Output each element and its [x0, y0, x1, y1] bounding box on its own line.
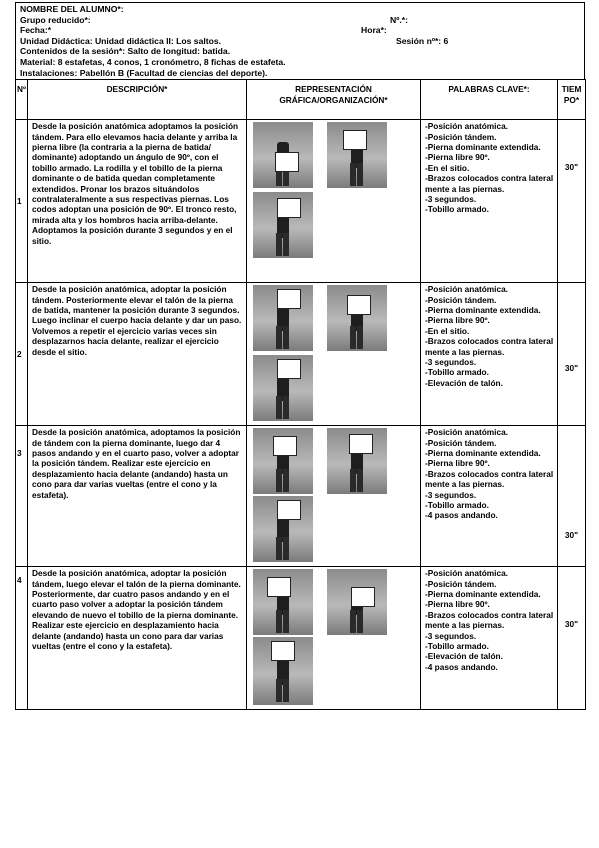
exercise-photo	[253, 355, 313, 421]
exercise-photo	[253, 569, 313, 635]
exercise-photo	[327, 122, 387, 188]
row-number: 1	[16, 120, 28, 283]
row-keywords: -Posición anatómica. -Posición tándem. -Pierna dominante extendida. -Pierna libre 90º. -Brazos colocados contra lateral mente a las piernas. -3 segundos. -Tobillo armado. -Elevación de talón. -4 pasos andando.	[421, 567, 558, 710]
row-keywords: -Posición anatómica. -Posición tándem. -Pierna dominante extendida. -Pierna libre 90º. -En el sitio. -Brazos colocados contra lateral mente a las piernas. -3 segundos. -Tobillo armado.	[421, 120, 558, 283]
row-description: Desde la posición anatómica, adoptar la posición tándem, luego elevar el talón de la pierna dominante. Posteriormente, dar cuatro pasos andando y en el cuarto paso volver a adoptar la posición tándem elevando de nuevo el tobillo de la pierna dominante. Realizar este ejercicio en desplazamiento hacia delante (andando) hasta un cono para dar varias vueltas (entre el cono y la estafeta).	[28, 567, 247, 710]
exercise-photo	[253, 428, 313, 494]
table-header-row	[16, 80, 586, 120]
session-number-label: Sesión nº*: 6	[396, 35, 449, 46]
exercise-photo	[253, 285, 313, 351]
exercise-photo	[253, 637, 313, 705]
row-number: 3	[16, 426, 28, 567]
column-header-description: DESCRIPCIÓN*	[28, 80, 247, 120]
row-photos	[247, 283, 421, 426]
column-header-time: TIEMPO*	[558, 80, 586, 120]
column-header-keywords: PALABRAS CLAVE*:	[421, 80, 558, 120]
contents-label: Contenidos de la sesión*: Salto de longitud: batida.	[20, 46, 231, 57]
row-description: Desde la posición anatómica, adoptamos la posición de tándem con la pierna dominante, luego dar 4 pasos andando y en el cuarto paso, volver a adoptar la posición tándem. Realizar este ejercicio en desplazamiento hacia delante (andando) hasta un cono para dar varias vueltas (entre el cono y la estafeta).	[28, 426, 247, 567]
column-header-representation: REPRESENTACIÓN GRÁFICA/ORGANIZACIÓN*	[247, 80, 421, 120]
exercise-photo	[327, 569, 387, 635]
row-description: Desde la posición anatómica, adoptar la posición tándem. Posteriormente elevar el talón de la pierna de batida, mantener la posición durante 3 segundos. Luego inclinar el cuerpo hacia delante y dar un paso. Volvemos a repetir el ejercicio varias veces sin desplazarnos hacia delante, realizar el ejercicio desde el sitio.	[28, 283, 247, 426]
session-header	[15, 2, 585, 79]
exercise-photo	[253, 192, 313, 258]
table-row	[16, 567, 586, 710]
number-label: Nº.*:	[390, 14, 408, 25]
row-time: 30"	[558, 426, 586, 567]
exercise-table	[15, 79, 586, 710]
column-header-num: Nº	[16, 80, 28, 120]
exercise-photo	[253, 122, 313, 188]
student-name-label: NOMBRE DEL ALUMNO*:	[20, 4, 124, 14]
time-label: Hora*:	[361, 25, 387, 36]
row-keywords: -Posición anatómica. -Posición tándem. -Pierna dominante extendida. -Pierna libre 90º. -Brazos colocados contra lateral mente a las piernas. -3 segundos. -Tobillo armado. -4 pasos andando.	[421, 426, 558, 567]
table-row	[16, 120, 586, 283]
row-photos	[247, 120, 421, 283]
exercise-photo	[253, 496, 313, 562]
row-photos	[247, 426, 421, 567]
material-label: Material: 8 estafetas, 4 conos, 1 cronómetro, 8 fichas de estafeta.	[20, 56, 286, 67]
row-time: 30"	[558, 283, 586, 426]
table-row	[16, 426, 586, 567]
session-sheet	[15, 2, 585, 710]
unit-label: Unidad Didáctica: Unidad didáctica II: Los saltos.	[20, 35, 222, 46]
facilities-label: Instalaciones: Pabellón B (Facultad de ciencias del deporte).	[20, 67, 268, 78]
row-keywords: -Posición anatómica. -Posición tándem. -Pierna dominante extendida. -Pierna libre 90º. -En el sitio. -Brazos colocados contra lateral mente a las piernas. -3 segundos. -Tobillo armado. -Elevación de talón.	[421, 283, 558, 426]
date-label: Fecha:*	[20, 25, 52, 36]
row-number: 2	[16, 283, 28, 426]
row-time: 30"	[558, 567, 586, 710]
exercise-photo	[327, 285, 387, 351]
row-photos	[247, 567, 421, 710]
table-row	[16, 283, 586, 426]
row-description: Desde la posición anatómica adoptamos la posición tándem. Para ello elevamos hacia delante y arriba la pierna libre (la contraria a la pierna de batida/ dominante) adoptando un ángulo de 90º, con el tobillo armado. La rodilla y el tobillo de la pierna dominante o de batida quedan completamente extendidos. Pronar los brazos situándolos contralateralmente a sus respectivas piernas. Los codos adoptan una posición de 90º. El tronco resto, mirada alta y los hombros hacia arriba-delante. Adoptamos la posición durante 3 segundos y en el sitio.	[28, 120, 247, 283]
row-number: 4	[16, 567, 28, 710]
group-label: Grupo reducido*:	[20, 14, 91, 25]
row-time: 30"	[558, 120, 586, 283]
exercise-photo	[327, 428, 387, 494]
